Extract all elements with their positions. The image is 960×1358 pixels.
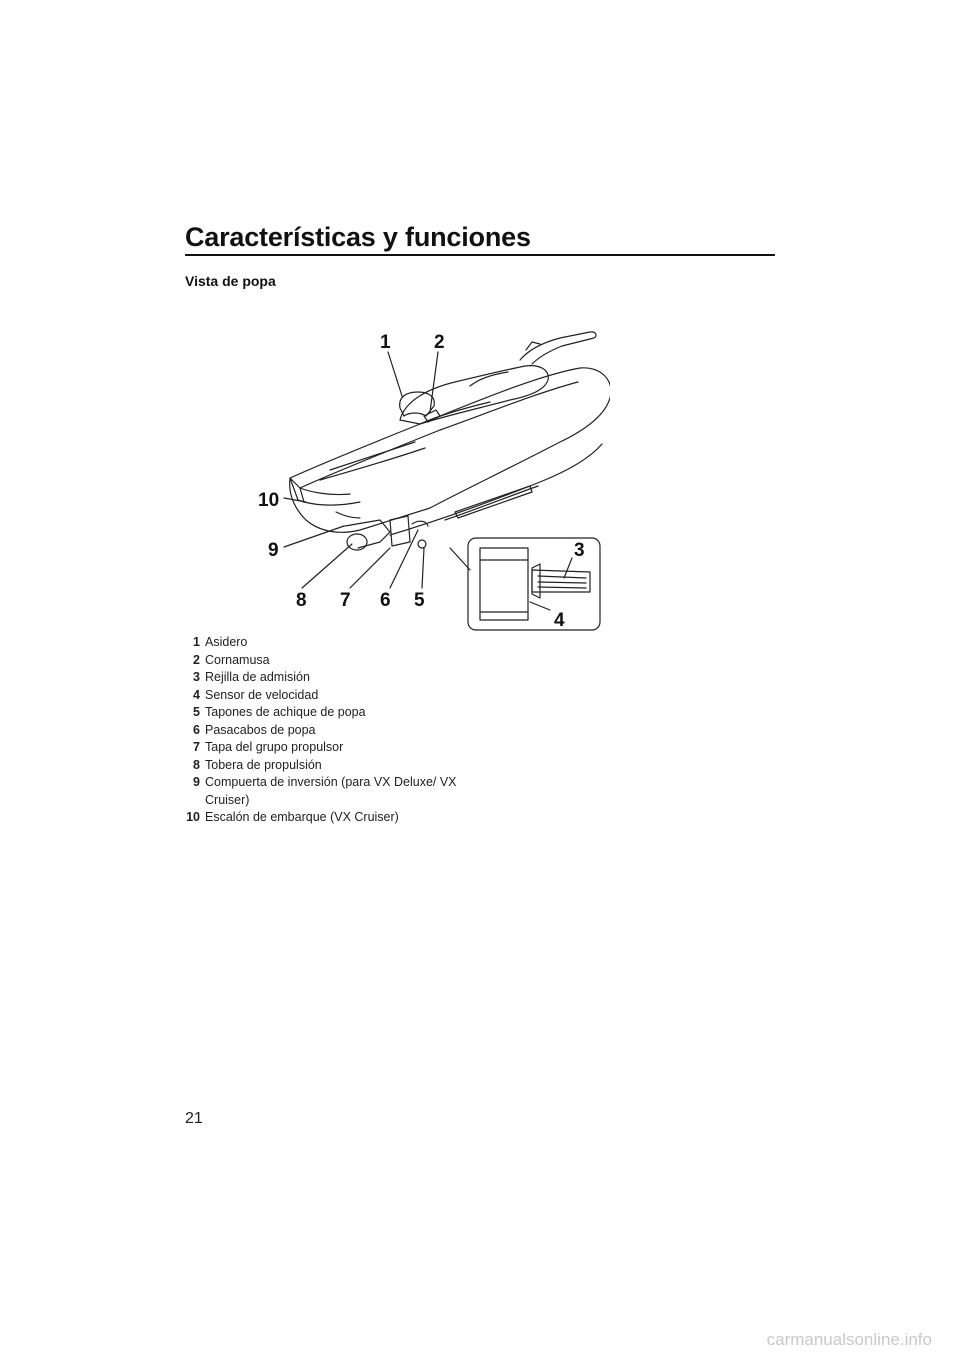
legend-item [180,704,480,722]
legend-label: Tapones de achique de popa [205,705,366,719]
section-heading: Vista de popa [185,273,276,289]
legend-label: Compuerta de inversión (para VX Deluxe/ VX Cruiser) [205,775,457,807]
callout-4: 4 [554,610,565,631]
jet-nozzle [347,534,367,550]
legend-number: 7 [193,740,200,754]
page-title: Características y funciones [185,222,531,252]
handlebars [520,332,596,364]
legend-label: Rejilla de admisión [205,670,310,684]
watermark: carmanualsonline.info [766,1330,932,1349]
legend-item [180,739,480,757]
legend-item [180,652,480,670]
legend-label: Escalón de embarque (VX Cruiser) [205,810,399,824]
legend-item [180,757,480,775]
title-rule [185,254,775,256]
watercraft-drawing [240,320,610,640]
legend-label: Tobera de propulsión [205,757,322,772]
hull-outline [290,368,610,533]
legend-item [180,687,480,705]
callout-10: 10 [258,490,280,511]
legend-number: 6 [193,722,200,737]
callout-8: 8 [296,590,307,611]
legend-label: Tapa del grupo propulsor [205,740,344,754]
legend-number: 10 [186,810,200,824]
page-number: 21 [185,1110,203,1127]
legend-label: Pasacabos de popa [205,722,316,737]
callout-3: 3 [574,540,585,561]
legend-number: 3 [193,670,200,684]
legend-number: 8 [193,757,200,772]
legend-item [180,722,480,740]
deck-line [300,382,578,488]
seat [400,366,548,424]
legend-item [180,774,480,809]
legend-label: Asidero [205,635,248,649]
legend-number: 9 [193,775,200,789]
callout-2: 2 [434,332,445,353]
parts-legend [180,634,480,827]
legend-number: 5 [193,705,200,719]
legend-label: Cornamusa [205,652,270,667]
drain-plug [418,540,426,548]
legend-number: 2 [193,652,200,667]
legend-number: 4 [193,687,200,702]
inset-leader [450,548,470,570]
legend-label: Sensor de velocidad [205,687,319,702]
legend-item [180,634,480,652]
callout-5: 5 [414,590,425,611]
legend-item [180,669,480,687]
watercraft-rear-view-illustration [240,320,610,640]
callout-1: 1 [380,332,391,353]
callout-7: 7 [340,590,351,611]
legend-item [180,809,480,827]
callout-9: 9 [268,540,279,561]
legend-number: 1 [193,635,200,649]
grab-handle [400,392,435,416]
callout-6: 6 [380,590,391,611]
